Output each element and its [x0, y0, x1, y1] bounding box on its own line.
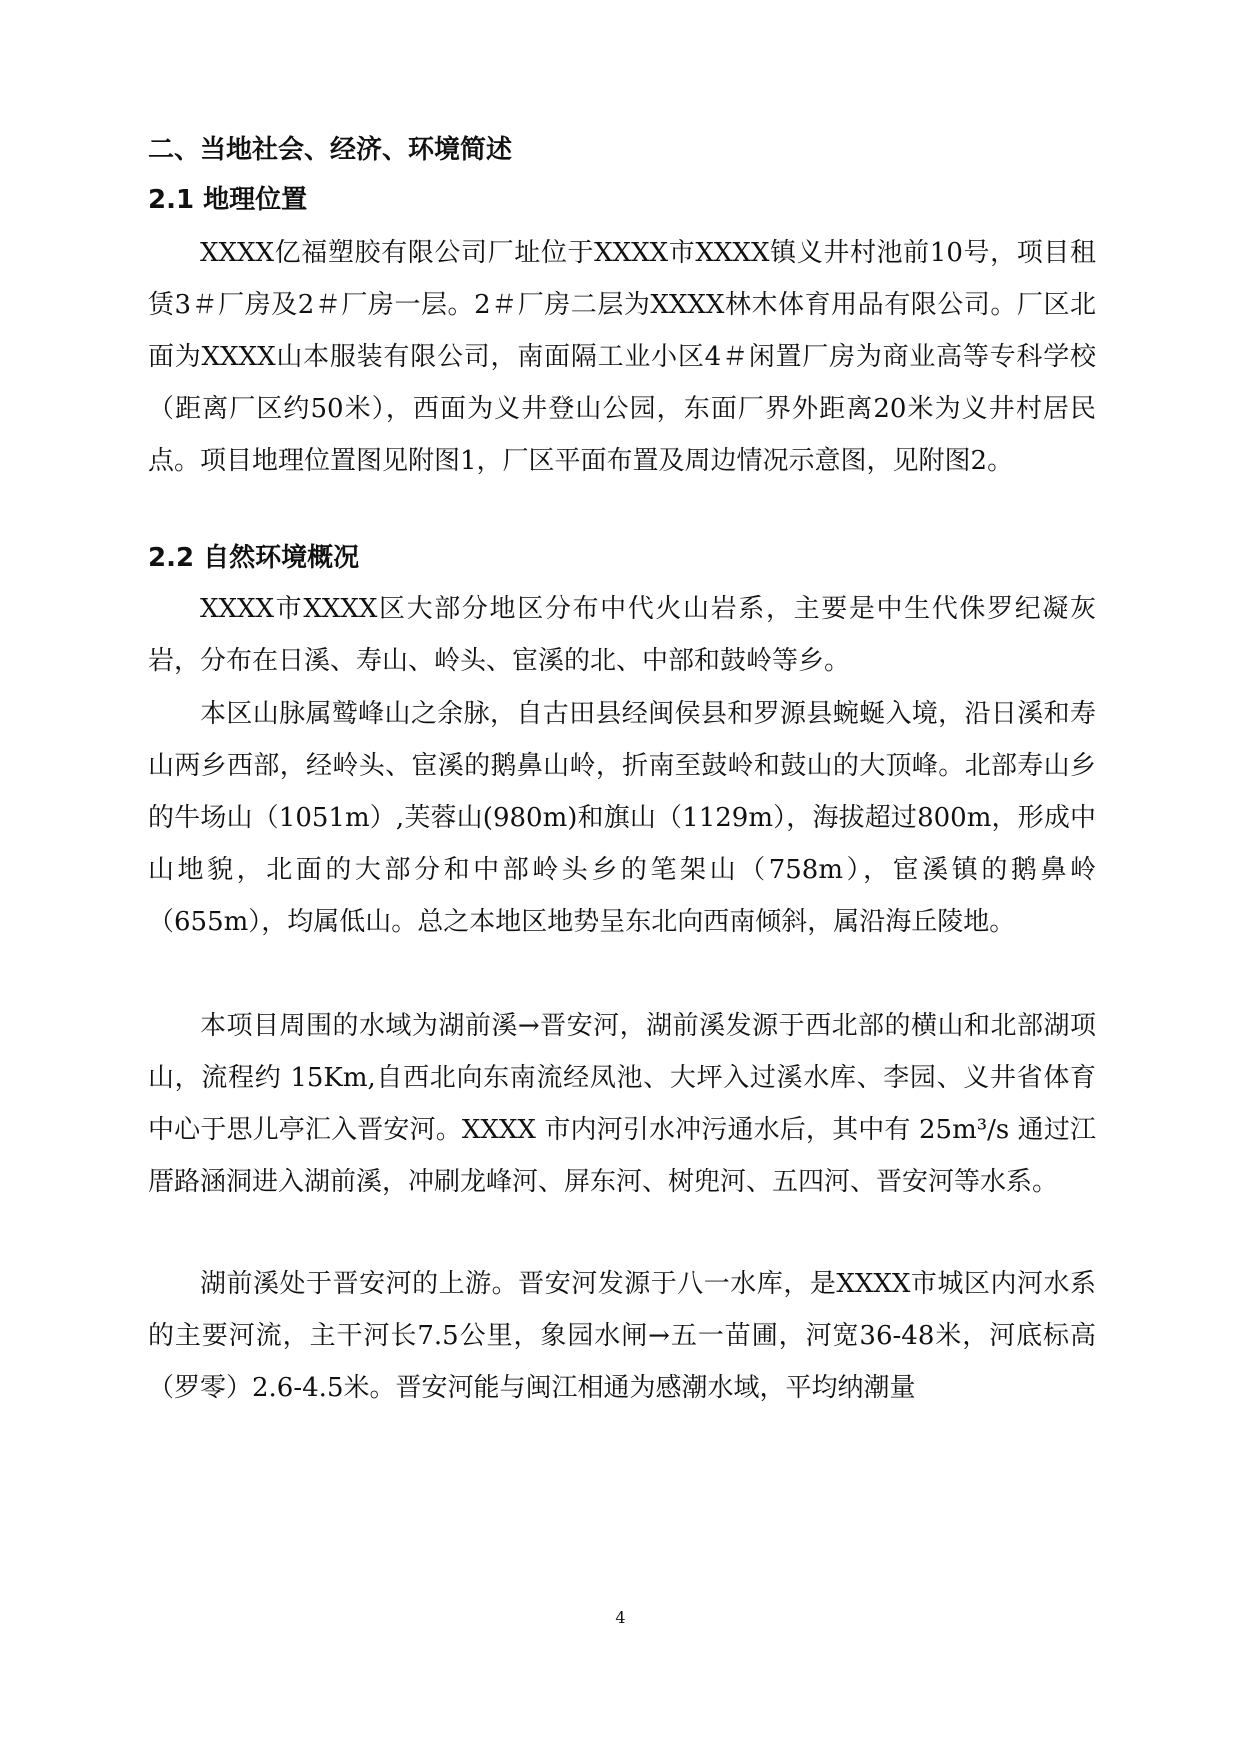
page-number: 4 — [615, 1608, 626, 1627]
paragraph-geology: XXXX市XXXX区大部分地区分布中代火山岩系，主要是中生代侏罗纪凝灰岩，分布在日溪、寿山、岭头、宦溪的北、中部和鼓岭等乡。 — [148, 594, 1096, 676]
paragraph-water-system: 本项目周围的水域为湖前溪→晋安河，湖前溪发源于西北部的横山和北部湖项山，流程约 15Km,自西北向东南流经凤池、大坪入过溪水库、李园、义井省体育中心于思儿亭汇入晋安河。XXXX 市内河引水冲污通水后，其中有 25m³/s 通过江厝路涵洞进入湖前溪，冲刷龙峰河、屏东河、树兜河、五四河、晋安河等水系。 — [148, 1011, 1096, 1197]
section-title: 二、当地社会、经济、环境简述 — [148, 135, 513, 165]
paragraph-geography-location: XXXX亿福塑胶有限公司厂址位于XXXX市XXXX镇义井村池前10号，项目租赁3＃厂房及2＃厂房一层。2＃厂房二层为XXXX林木体育用品有限公司。厂区北面为XXXX山本服装有限公司，南面隔工业小区4＃闲置厂房为商业高等专科学校（距离厂区约50米），西面为义井登山公园，东面厂界外距离20米为义井村居民点。项目地理位置图见附图1，厂区平面布置及周边情况示意图，见附图2。 — [148, 238, 1096, 476]
paragraph-jinan-river: 湖前溪处于晋安河的上游。晋安河发源于八一水库，是XXXX市城区内河水系的主要河流，主干河长7.5公里，象园水闸→五一苗圃，河宽36-48米，河底标高（罗零）2.6-4.5米。晋安河能与闽江相通为感潮水域，平均纳潮量 — [148, 1269, 1096, 1403]
paragraph-mountains: 本区山脉属鹫峰山之余脉，自古田县经闽侯县和罗源县蜿蜒入境，沿日溪和寿山两乡西部，经岭头、宦溪的鹅鼻山岭，折南至鼓岭和鼓山的大顶峰。北部寿山乡的牛场山（1051m）,芙蓉山(980m)和旗山（1129m），海拔超过800m，形成中山地貌，北面的大部分和中部岭头乡的笔架山（758m），宦溪镇的鹅鼻岭（655m），均属低山。总之本地区地势呈东北向西南倾斜，属沿海丘陵地。 — [148, 699, 1096, 937]
subsection-title-geography: 2.1 地理位置 — [148, 185, 308, 215]
subsection-title-natural-environment: 2.2 自然环境概况 — [148, 543, 360, 573]
